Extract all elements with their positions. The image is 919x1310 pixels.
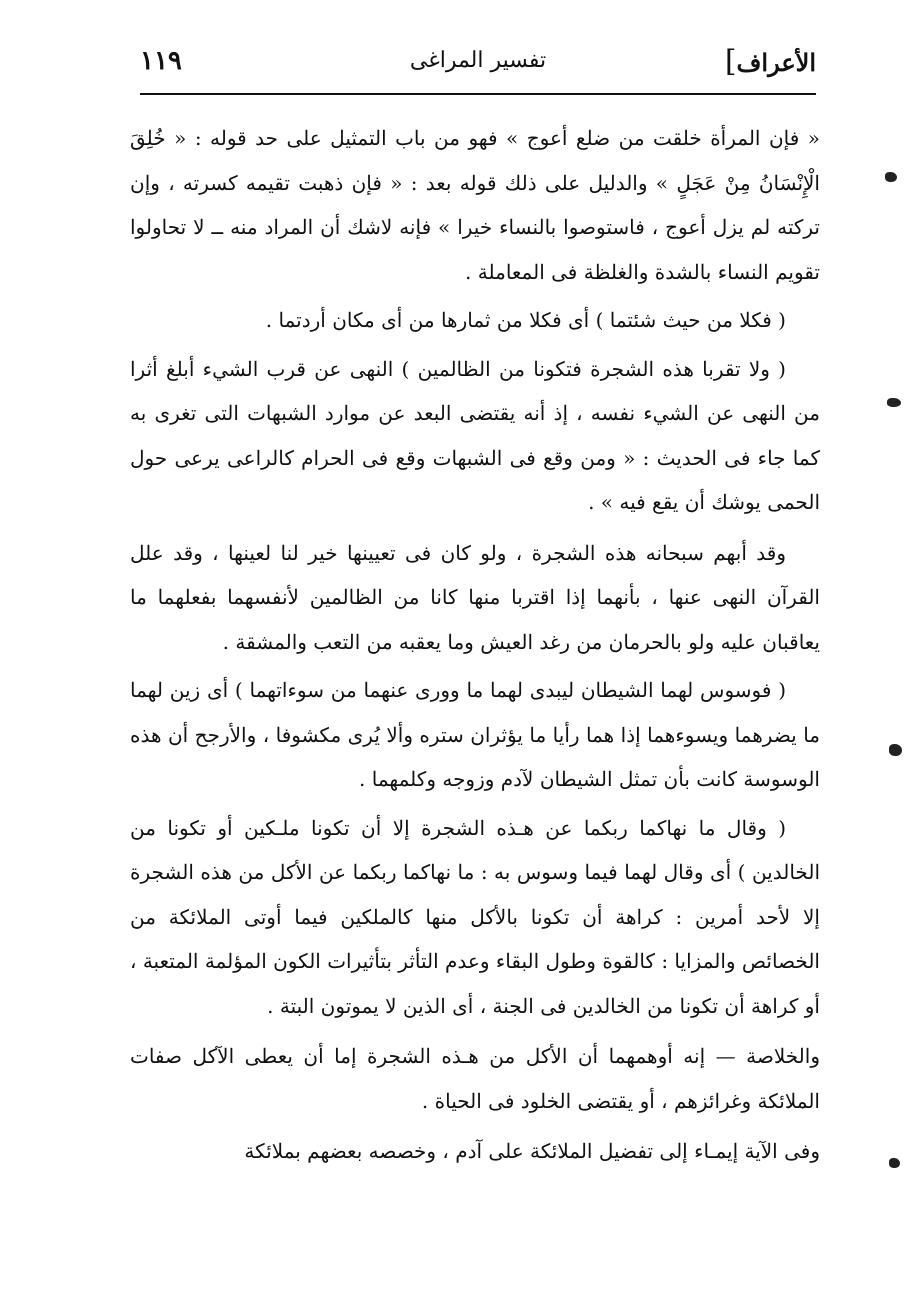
margin-speck (889, 744, 902, 756)
page-number: ١١٩ (140, 46, 182, 76)
surah-name: الأعراف] (724, 44, 816, 79)
margin-speck (885, 172, 897, 182)
margin-speck (889, 1158, 900, 1168)
paragraph: ( وقال ما نهاكما ربكما عن هـذه الشجرة إلا أن تكونا ملـكين أو تكونا من الخالدين ) أى وقال لهما فيما وسوس به : ما نهاكما ربكما عن الأكل من هذه الشجرة إلا لأحد أمرين : كراهة أن تكونا بالأكل منها كالملكين فيما أوتى الملائكة من الخصائص والمزايا : كالقوة وطول البقاء وعدم التأثر بتأثيرات الكون المؤلمة المتعبة ، أو كراهة أن تكونا من الخالدين فى الجنة ، أى الذين لا يموتون البتة . (130, 815, 820, 1018)
book-title: تفسير المراغى (409, 48, 547, 73)
paragraph: وفى الآية إيمـاء إلى تفضيل الملائكة على آدم ، وخصصه بعضهم بملائكة (244, 1139, 820, 1163)
paragraph: ( فوسوس لهما الشيطان ليبدى لهما ما وورى عنهما من سوءاتهما ) أى زين لهما ما يضرهما ويسوءهما إذا هما رأيا ما يؤثران ستره وألا يُرى مكشوفا ، والأرجح أن هذه الوسوسة كانت بأن تمثل الشيطان لآدم وزوجه وكلمهما . (130, 678, 820, 791)
paragraph: « فإن المرأة خلقت من ضلع أعوج » فهو من باب التمثيل على حد قوله : « خُلِقَ الْإِنْسَانُ مِنْ عَجَلٍ » والدليل على ذلك قوله بعد : « فإن ذهبت تقيمه كسرته ، وإن تركته لم يزل أعوج ، فاستوصوا بالنساء خيرا » فإنه لاشك أن المراد منه ــ لا تحاولوا تقويم النساء بالشدة والغلظة فى المعاملة . (130, 126, 820, 284)
header-divider (140, 93, 816, 95)
page-body (130, 116, 820, 1178)
paragraph: والخلاصة — إنه أوهمهما أن الأكل من هـذه الشجرة إما أن يعطى الآكل صفات الملائكة وغرائزهم ، أو يقتضى الخلود فى الحياة . (130, 1044, 820, 1113)
margin-speck (887, 398, 901, 407)
paragraph: ( فكلا من حيث شئتما ) أى فكلا من ثمارها من أى مكان أردتما . (265, 308, 786, 332)
paragraph: وقد أبهم سبحانه هذه الشجرة ، ولو كان فى تعيينها خير لنا لعينها ، وقد علل القرآن النهى عنها ، بأنهما إذا اقتربا منها كانا من الظالمين لأنفسهما بفعلهما ما يعاقبان عليه ولو بالحرمان من رغد العيش وما يعقبه من التعب والمشقة . (130, 540, 820, 654)
header-bracket: ] (724, 44, 737, 79)
page-header (140, 40, 816, 90)
paragraph: ( ولا تقربا هذه الشجرة فتكونا من الظالمين ) النهى عن قرب الشيء أبلغ أثرا من النهى عن الشيء نفسه ، إذ أنه يقتضى البعد عن موارد الشبهات التى تغرى به كما جاء فى الحديث : « ومن وقع فى الشبهات وقع فى الحرام كالراعى يرعى حول الحمى يوشك أن يقع فيه » . (130, 356, 820, 514)
